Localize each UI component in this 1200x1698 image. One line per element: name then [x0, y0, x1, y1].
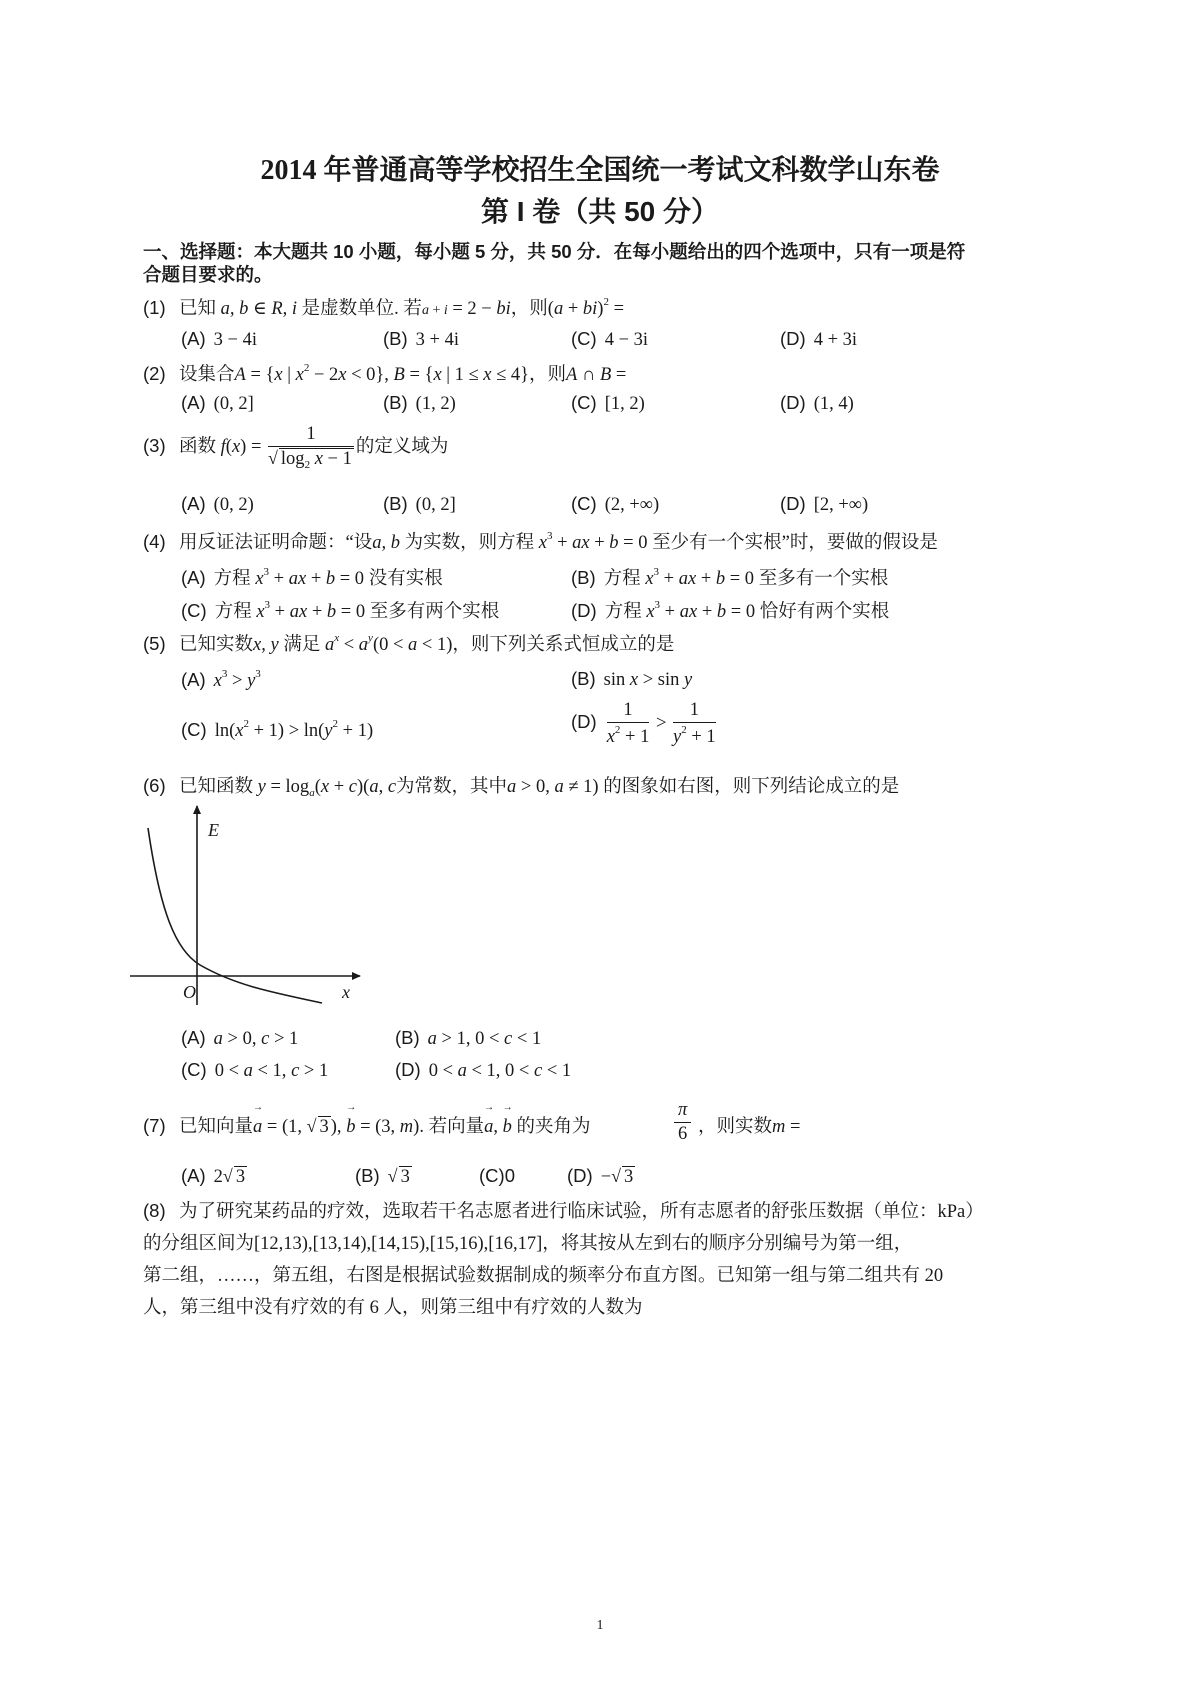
q7-option-c[interactable]: (C)0 — [479, 1165, 515, 1186]
q7-stem-c: 的夹角为 — [516, 1117, 591, 1137]
question-number: (2) — [143, 363, 166, 384]
q2-option-b[interactable]: (B) (1, 2) — [383, 392, 456, 414]
section-heading-line1: 一、选择题：本大题共 10 小题，每小题 5 分，共 50 分．在每小题给出的四个选项中，只有一项是符 — [143, 241, 966, 262]
question-6: (6) 已知函数 $y = \log_a(x + c)(a$, c为常数，其中a > 0, a ≠ 1) 的图象如右图，则下列结论成立的是 — [143, 775, 900, 799]
page-title: 2014 年普通高等学校招生全国统一考试文科数学山东卷 — [260, 155, 940, 186]
q1-option-a[interactable]: (A) 3 − 4i — [181, 328, 257, 350]
question-1: (1) 已知 a, b ∈ R, i 是虚数单位. 若a + i = 2 − bi，则(a + bi)$^2$ = — [143, 296, 624, 319]
page-number: 1 — [596, 1618, 604, 1633]
q2-option-d[interactable]: (D) (1, 4) — [780, 392, 854, 414]
q5-option-a[interactable]: (A) $x^3 > y^3$ — [181, 668, 261, 691]
q6-stem-c: 的图象如右图，则下列结论成立的是 — [603, 777, 900, 797]
q4-option-c[interactable]: (C) 方程 $x^3$ + ax + b = 0 至多有两个实根 — [181, 599, 500, 622]
q5-option-b[interactable]: (B) sin x > sin y — [571, 668, 693, 690]
q7-option-d[interactable]: (D) −√ 3 — [567, 1165, 634, 1187]
question-3: (3) 函数 f(x) = $\frac{1}{√ \log_2 x - 1}$ 的定义域为 — [143, 424, 449, 471]
origin-label: O — [183, 982, 196, 1002]
q7-stem-a: 已知向量 — [179, 1117, 254, 1137]
question-4: (4) 用反证法证明命题：“设a, b 为实数，则方程 $x^3$ + ax + b = 0 至少有一个实根”时，要做的假设是 — [143, 530, 938, 553]
question-number: (3) — [143, 434, 166, 456]
q1-stem-b: 是虚数单位. 若 — [301, 299, 422, 319]
q3-fraction: $\frac{1}{√ \log_2 x - 1}$ — [268, 424, 352, 471]
q2-option-a[interactable]: (A) (0, 2] — [181, 392, 254, 414]
q4-stem-a: 用反证法证明命题：“设 — [179, 533, 373, 553]
q6-stem-a: 已知函数 — [179, 777, 254, 797]
q6-option-c[interactable]: (C) 0 < a < 1, c > 1 — [181, 1059, 329, 1081]
q3-option-d[interactable]: (D) [2, +∞) — [780, 493, 869, 515]
q7-stem-tail: ，则实数m = — [698, 1117, 801, 1137]
q6-option-b[interactable]: (B) a > 1, 0 < c < 1 — [395, 1027, 542, 1049]
q8-line-3: 第二组，……，第五组，右图是根据试验数据制成的频率分布直方图。已知第一组与第二组共有 20 — [143, 1266, 944, 1286]
page-subtitle: 第 I 卷（共 50 分） — [480, 196, 720, 227]
q3-option-b[interactable]: (B) (0, 2] — [383, 493, 456, 515]
q5-option-c[interactable]: (C) $\ln(x^2 + 1) > \ln(y^2 + 1)$ — [181, 718, 374, 741]
q5-stem-c: ，则下列关系式恒成立的是 — [452, 635, 675, 655]
q8-line-2a: 的分组区间为 — [143, 1234, 255, 1254]
question-number: (6) — [143, 775, 166, 796]
q1-stem-a: 已知 — [179, 299, 217, 319]
q8-intervals: [12,13),[13,14),[14,15),[15,16),[16,17] — [254, 1234, 543, 1254]
q3-stem-a: 函数 — [179, 436, 217, 457]
q7-stem-b: . 若向量 — [419, 1117, 485, 1137]
question-5: (5) 已知实数x, y 满足 $a^x < a^y(0 < a < 1)$，则下列关系式恒成立的是 — [143, 632, 675, 655]
q8-line-1: 为了研究某药品的疗效，选取若干名志愿者进行临床试验，所有志愿者的舒张压数据（单位：kPa） — [179, 1202, 984, 1222]
question-2: (2) 设集合A = {x | $x^2 - 2x < 0$}, B = {x | 1 ≤ x ≤ 4}，则A ∩ B = — [143, 362, 627, 385]
q7-stem-d: ，则实数 — [698, 1117, 773, 1137]
q7-option-a[interactable]: (A) 2√ 3 — [181, 1165, 246, 1187]
q5-stem-a: 已知实数 — [179, 635, 254, 655]
q2-option-c[interactable]: (C) [1, 2) — [571, 392, 645, 414]
q1-stem-c: ，则 — [510, 299, 548, 319]
q8-line-2b: ，将其按从左到右的顺序分别编号为第一组， — [542, 1234, 913, 1254]
q1-option-c[interactable]: (C) 4 − 3i — [571, 328, 649, 350]
q8-line-2 — [143, 1229, 912, 1255]
question-number: (1) — [143, 297, 166, 318]
q8-line-4: 人，第三组中没有疗效的有 6 人，则第三组中有疗效的人数为 — [143, 1298, 643, 1318]
section-heading-line2: 合题目要求的。 — [143, 264, 273, 285]
q6-stem-b: 为常数，其中 — [396, 777, 508, 797]
q6-option-a[interactable]: (A) a > 0, c > 1 — [181, 1027, 299, 1049]
q6-option-d[interactable]: (D) 0 < a < 1, 0 < c < 1 — [395, 1059, 572, 1081]
q4-stem-c: 至少有一个实根”时，要做的假设是 — [652, 533, 938, 553]
y-axis-label: E — [208, 820, 219, 840]
question-7: (7) 已知向量→ a = (1, √ 3 ), → b = (3, m). 若向量→ a, → b 的夹角为 — [143, 1112, 591, 1138]
question-number: (7) — [143, 1115, 166, 1136]
q4-option-b[interactable]: (B) 方程 $x^3$ + ax + b = 0 至多有一个实根 — [571, 566, 889, 589]
q4-option-d[interactable]: (D) 方程 $x^3$ + ax + b = 0 恰好有两个实根 — [571, 599, 890, 622]
q3-stem-b: 的定义域为 — [355, 436, 449, 457]
q2-stem-a: 设集合 — [179, 365, 235, 385]
x-axis-label: x — [342, 982, 350, 1002]
question-number: (4) — [143, 531, 166, 552]
q1-option-b[interactable]: (B) 3 + 4i — [383, 328, 459, 350]
q7-option-b[interactable]: (B) √ 3 — [355, 1165, 410, 1187]
q3-option-a[interactable]: (A) (0, 2) — [181, 493, 254, 515]
question-number: (5) — [143, 633, 166, 654]
q1-option-d[interactable]: (D) 4 + 3i — [780, 328, 858, 350]
q7-angle-fraction: $\frac{\pi}{6}$ — [672, 1100, 693, 1145]
q5-stem-b: 满足 — [283, 635, 321, 655]
q5-option-d[interactable]: (D) $\frac{1}{x^2 + 1}$ > $\frac{1}{y^2 + 1}$ — [571, 700, 716, 747]
q2-stem-b: ，则 — [529, 365, 567, 385]
q6-function-graph — [130, 800, 370, 1020]
question-number: (8) — [143, 1200, 166, 1221]
q3-option-c[interactable]: (C) (2, +∞) — [571, 493, 660, 515]
question-8 — [143, 1197, 984, 1223]
q4-option-a[interactable]: (A) 方程 $x^3$ + ax + b = 0 没有实根 — [181, 566, 443, 589]
q4-stem-b: 为实数，则方程 — [404, 533, 535, 553]
